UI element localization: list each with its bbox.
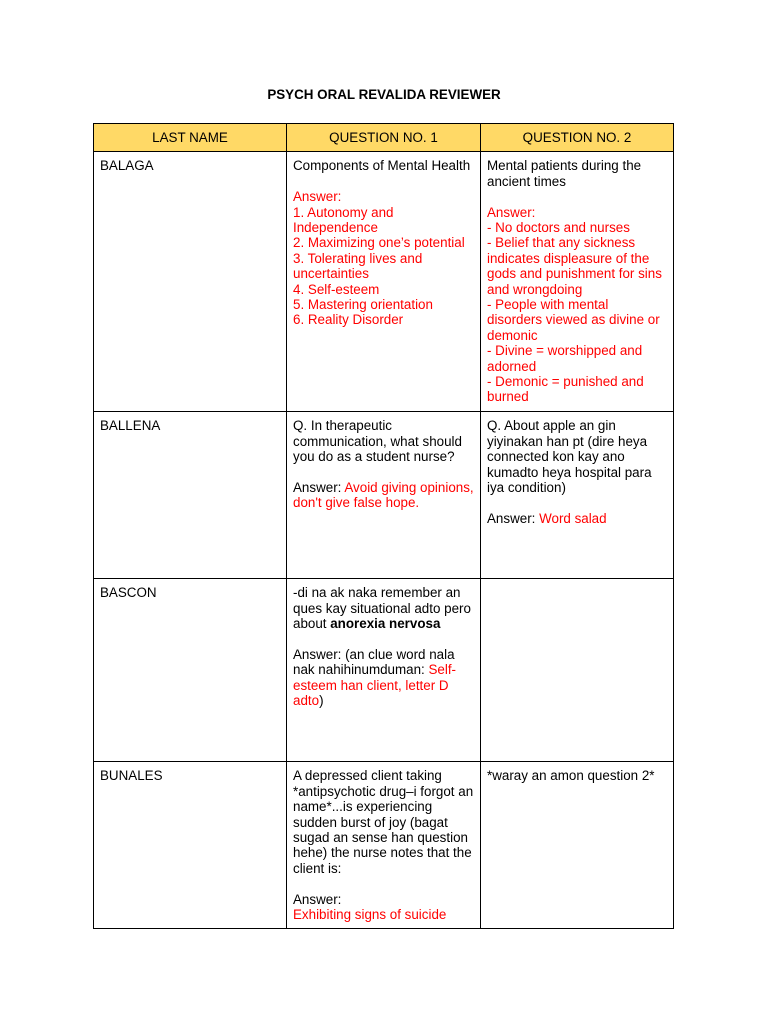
answer <box>293 647 474 709</box>
answer-prefix: Answer: (an clue word nala nak nahihinumduman: <box>293 647 455 678</box>
answer-line: 4. Self-esteem <box>293 281 380 297</box>
question-1-cell <box>287 412 481 579</box>
question-1-cell <box>287 152 481 412</box>
last-name-cell <box>94 412 287 579</box>
question-2-cell <box>481 762 674 929</box>
answer-label: Answer: <box>293 189 342 205</box>
last-name-cell <box>94 762 287 929</box>
last-name-cell <box>94 579 287 762</box>
answer-line: 5. Mastering orientation <box>293 297 433 313</box>
question-keyword: anorexia nervosa <box>330 616 441 632</box>
answer-label: Answer: <box>487 510 540 526</box>
header-question-2: QUESTION NO. 2 <box>481 124 674 152</box>
answer-line: - No doctors and nurses <box>487 220 630 236</box>
question-text: Q. About apple an gin yiyinakan han pt (dire heya connected kon kay ano kumadto heya hospital para iya condition) <box>487 418 652 496</box>
table-row <box>94 762 674 929</box>
header-last-name: LAST NAME <box>94 124 287 152</box>
question-1-cell <box>287 762 481 929</box>
table-header-row <box>94 124 674 152</box>
question-1-cell <box>287 579 481 762</box>
answer <box>293 480 474 511</box>
last-name: BALLENA <box>100 418 161 434</box>
last-name: BUNALES <box>100 768 163 784</box>
reviewer-table <box>93 123 674 929</box>
answer-line: - Belief that any sickness indicates displeasure of the gods and punishment for sins and wrongdoing <box>487 235 662 297</box>
answer-text: Word salad <box>539 510 607 526</box>
answer-label: Answer: <box>293 891 342 907</box>
answer-label: Answer: <box>293 480 345 496</box>
answer-line: - Demonic = punished and burned <box>487 374 644 405</box>
last-name: BALAGA <box>100 158 154 174</box>
question-prefix: -di na ak naka remember an ques kay situational adto pero about <box>293 585 471 632</box>
question-2-cell <box>481 579 674 762</box>
answer-text: Avoid giving opinions, don't give false hope. <box>293 480 474 511</box>
answer-label: Answer: <box>487 204 536 220</box>
table-row <box>94 412 674 579</box>
answer-line: 1. Autonomy and Independence <box>293 204 394 236</box>
answer-text: Exhibiting signs of suicide <box>293 907 447 923</box>
table-row <box>94 152 674 412</box>
table-row <box>94 579 674 762</box>
document-title: PSYCH ORAL REVALIDA REVIEWER <box>267 87 501 102</box>
question-text: Q. In therapeutic communication, what should you do as a student nurse? <box>293 418 462 465</box>
question-2-cell <box>481 152 674 412</box>
last-name: BASCON <box>100 585 157 601</box>
question-text: Mental patients during the ancient times <box>487 158 642 189</box>
question-text: A depressed client taking *antipsychotic drug–i forgot an name*...is experiencing sudden burst of joy (bagat sugad an sense han question hehe) the nurse notes that the client is: <box>293 768 474 876</box>
answer-suffix: ) <box>319 693 324 709</box>
note-text: *waray an amon question 2* <box>487 768 655 784</box>
answer-line: - Divine = worshipped and adorned <box>487 343 643 374</box>
answer-line: 3. Tolerating lives and uncertainties <box>293 250 423 282</box>
question-text <box>293 585 474 631</box>
answer-text: Self-esteem han client, letter D adto <box>293 662 457 709</box>
header-question-1: QUESTION NO. 1 <box>287 124 481 152</box>
question-text: Components of Mental Health <box>293 158 471 174</box>
answer-line: - People with mental disorders viewed as divine or demonic <box>487 297 660 343</box>
answer-line: 6. Reality Disorder <box>293 312 404 328</box>
last-name-cell <box>94 152 287 412</box>
question-2-cell <box>481 412 674 579</box>
answer-line: 2. Maximizing one’s potential <box>293 235 465 251</box>
answer <box>487 511 667 526</box>
